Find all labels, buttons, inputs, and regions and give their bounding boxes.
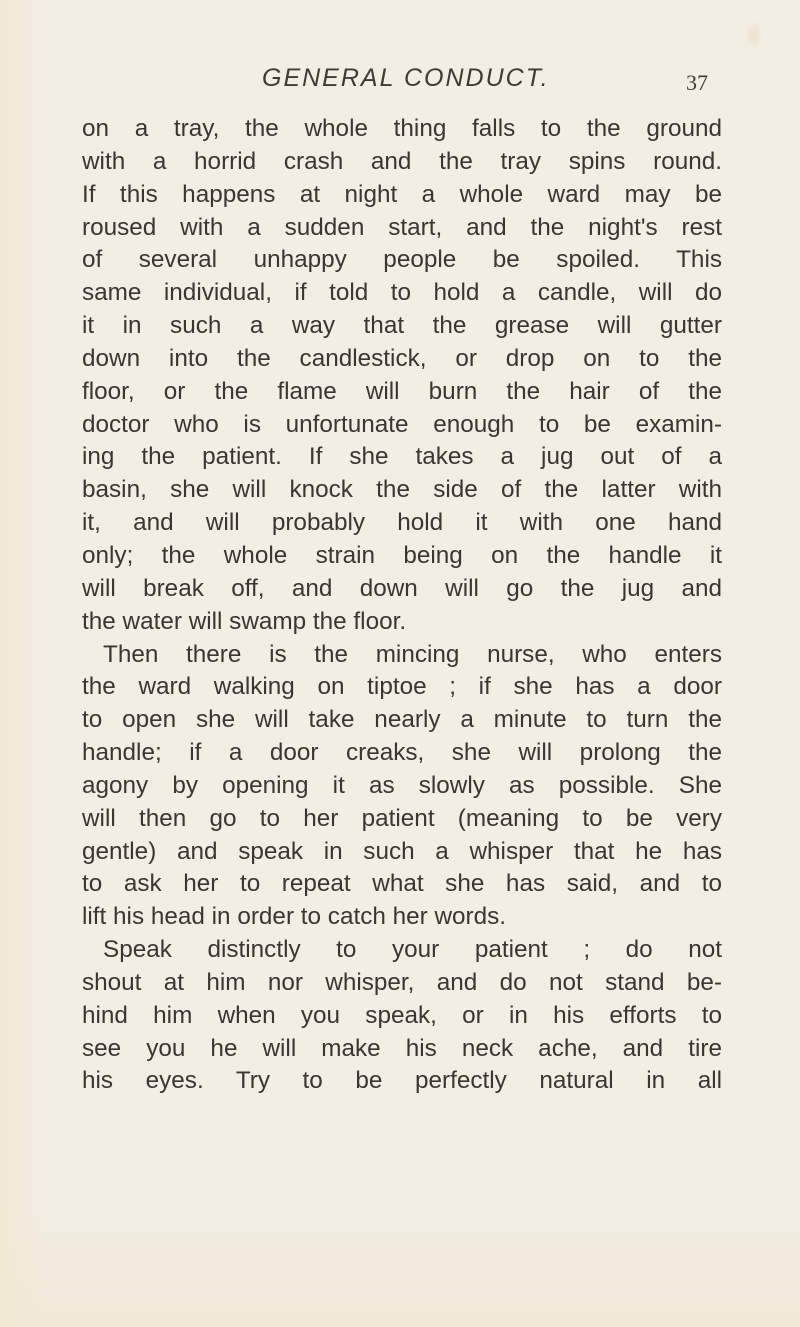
text-line: will then go to her patient (meaning to be very [82, 804, 722, 832]
text-line: to ask her to repeat what she has said, and to [82, 870, 722, 898]
paragraph-start-line: Speak distinctly to your patient ; do not [103, 936, 722, 964]
text-line: it in such a way that the grease will gutter [82, 312, 722, 340]
text-line: shout at him nor whisper, and do not stand be- [82, 968, 722, 996]
text-line: floor, or the flame will burn the hair of the [82, 377, 722, 405]
text-line: of several unhappy people be spoiled. This [82, 246, 722, 274]
text-line: with a horrid crash and the tray spins round. [82, 147, 722, 175]
text-line: If this happens at night a whole ward may be [82, 180, 722, 208]
text-line: same individual, if told to hold a candle, will do [82, 279, 722, 307]
text-line: the ward walking on tiptoe ; if she has a door [82, 673, 722, 701]
text-line: only; the whole strain being on the handle it [82, 541, 722, 569]
text-line: hind him when you speak, or in his efforts to [82, 1001, 722, 1029]
text-line: basin, she will knock the side of the latter with [82, 476, 722, 504]
text-line: to open she will take nearly a minute to turn the [82, 706, 722, 734]
text-line: doctor who is unfortunate enough to be examin- [82, 410, 722, 438]
text-line: gentle) and speak in such a whisper that he has [82, 837, 722, 865]
page-number: 37 [686, 70, 708, 95]
text-line: will break off, and down will go the jug and [82, 574, 722, 602]
text-line: handle; if a door creaks, she will prolong the [82, 739, 722, 767]
text-line: it, and will probably hold it with one hand [82, 509, 722, 537]
text-line: ing the patient. If she takes a jug out of a [82, 443, 722, 471]
body-text [82, 113, 722, 1098]
page-stain [745, 20, 763, 50]
text-line: on a tray, the whole thing falls to the ground [82, 115, 722, 142]
text-line: down into the candlestick, or drop on to the [82, 344, 722, 372]
running-title: GENERAL CONDUCT. [262, 64, 550, 92]
text-line: see you he will make his neck ache, and tire [82, 1034, 722, 1062]
text-line: his eyes. Try to be perfectly natural in all [82, 1067, 722, 1095]
paragraph-start-line: Then there is the mincing nurse, who enters [103, 640, 722, 668]
page-header [0, 64, 800, 104]
text-line: agony by opening it as slowly as possible. She [82, 771, 722, 799]
paragraph-end-line: lift his head in order to catch her words. [82, 903, 507, 931]
paragraph-end-line: the water will swamp the floor. [82, 607, 407, 635]
text-line: roused with a sudden start, and the night's rest [82, 213, 722, 241]
